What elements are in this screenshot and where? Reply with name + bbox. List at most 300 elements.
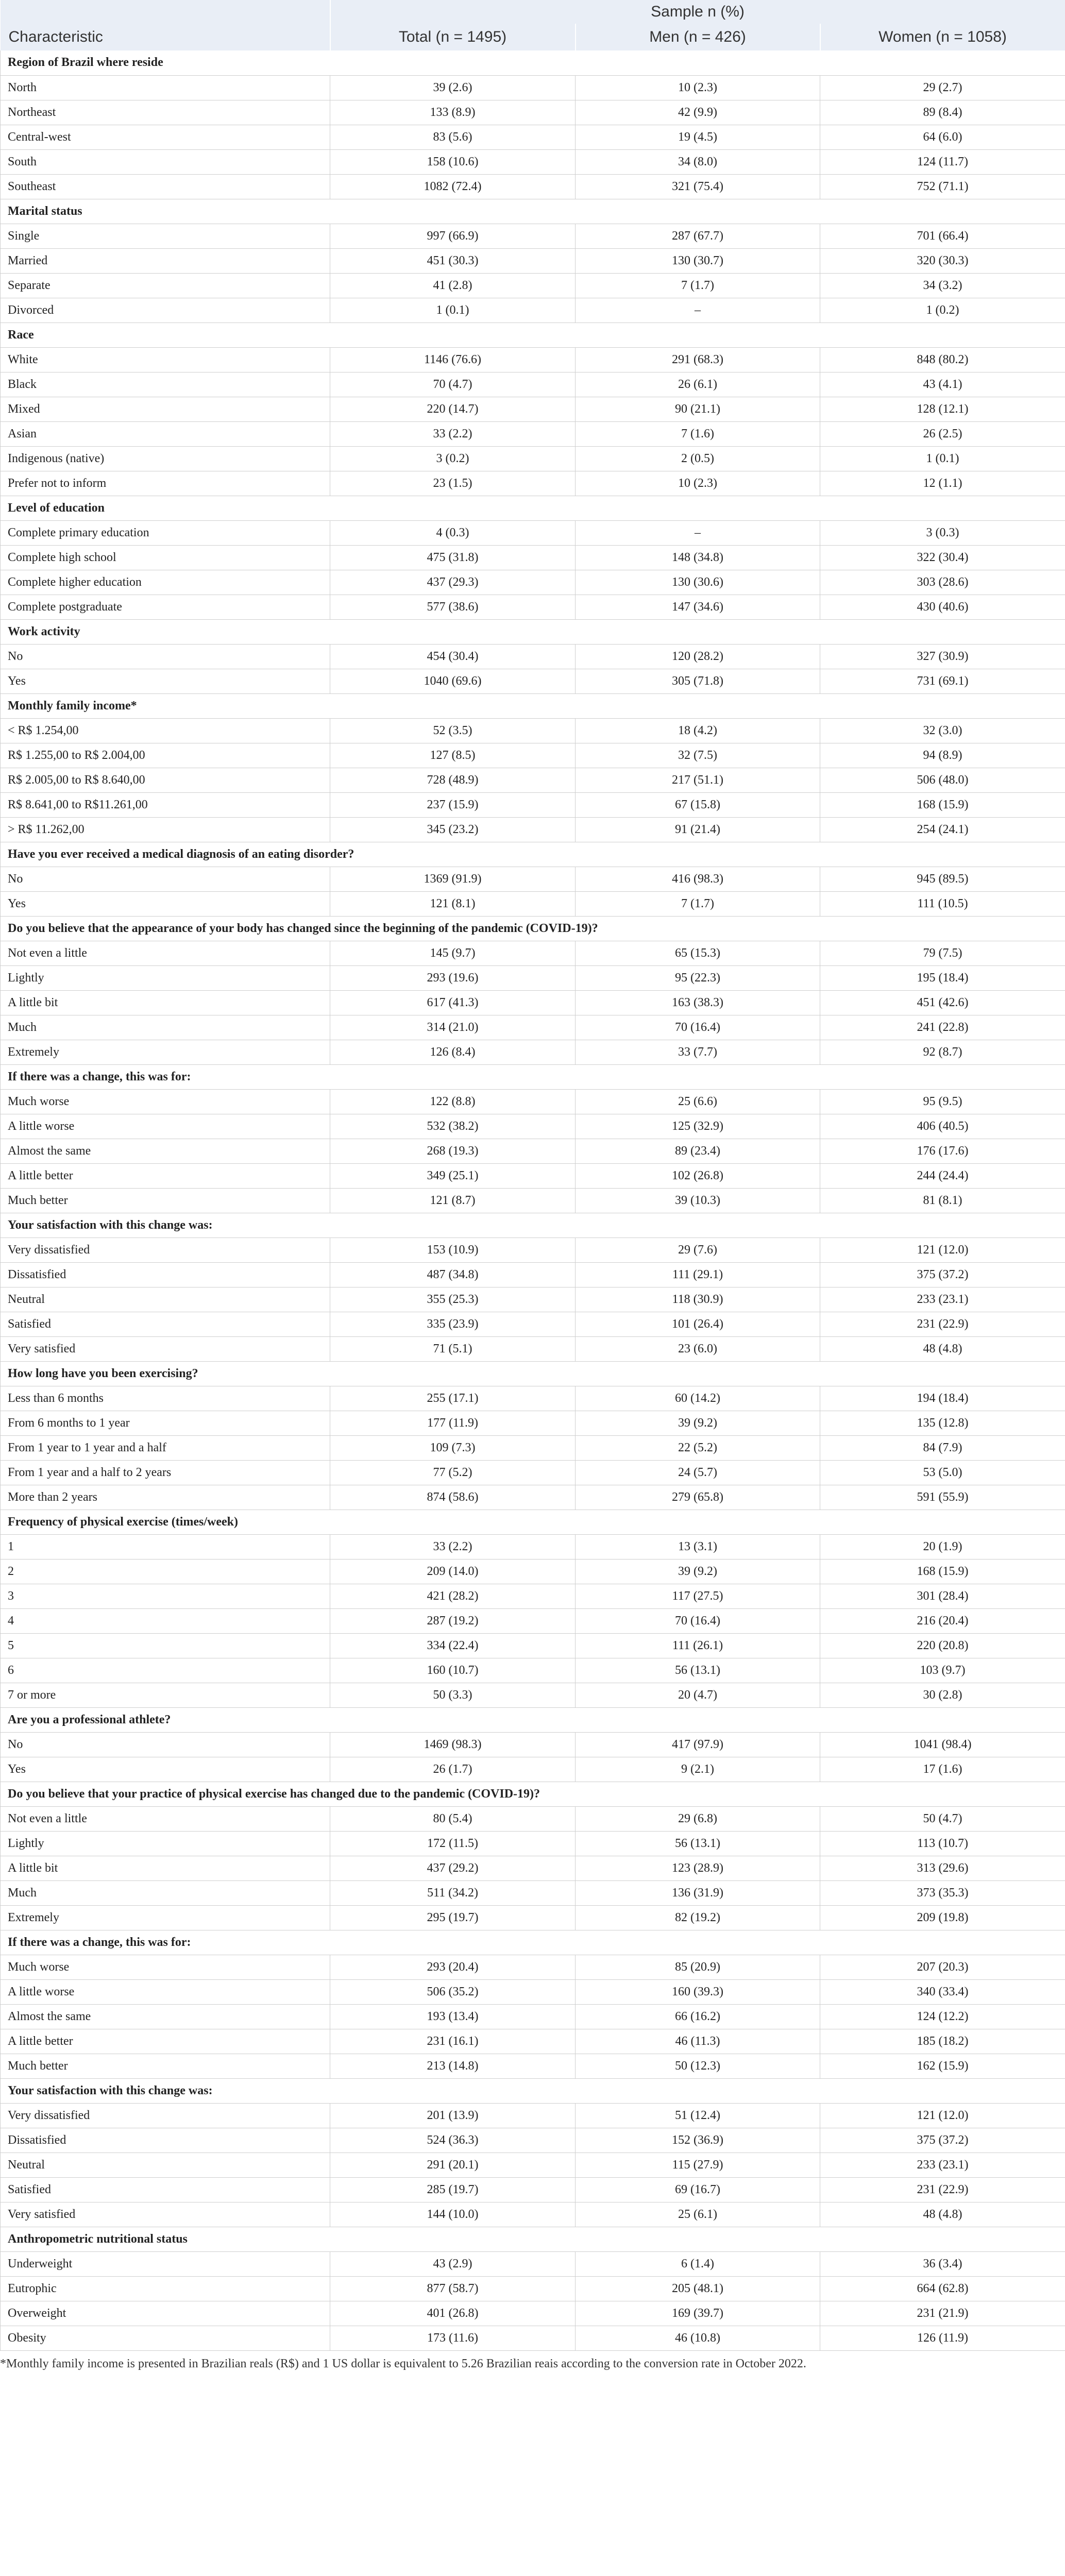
- table-row: [1, 347, 1065, 372]
- cell-women: 254 (24.1): [820, 817, 1065, 842]
- row-label: White: [1, 347, 330, 372]
- table-row: [1, 446, 1065, 471]
- header-characteristic: Characteristic: [1, 24, 330, 50]
- cell-women: 303 (28.6): [820, 570, 1065, 595]
- cell-women: 36 (3.4): [820, 2251, 1065, 2276]
- table-row: [1, 1386, 1065, 1411]
- cell-men: 29 (7.6): [576, 1238, 820, 1262]
- table-row: [1, 1114, 1065, 1139]
- cell-women: 207 (20.3): [820, 1955, 1065, 1979]
- row-label: Married: [1, 248, 330, 273]
- table-row: [1, 2251, 1065, 2276]
- section-header-row: [1, 323, 1065, 347]
- cell-total: 71 (5.1): [330, 1336, 576, 1361]
- header-blank: [1, 0, 330, 24]
- table-row: [1, 1262, 1065, 1287]
- cell-total: 193 (13.4): [330, 2004, 576, 2029]
- header-women: Women (n = 1058): [820, 24, 1065, 50]
- row-label: From 1 year to 1 year and a half: [1, 1435, 330, 1460]
- row-label: Dissatisfied: [1, 2128, 330, 2153]
- cell-women: 168 (15.9): [820, 1559, 1065, 1584]
- cell-women: 103 (9.7): [820, 1658, 1065, 1683]
- section-header-row: [1, 1361, 1065, 1386]
- section-header-row: [1, 496, 1065, 520]
- cell-men: 136 (31.9): [576, 1880, 820, 1905]
- cell-women: 53 (5.0): [820, 1460, 1065, 1485]
- cell-total: 145 (9.7): [330, 941, 576, 965]
- section-header-row: [1, 1930, 1065, 1955]
- cell-men: 125 (32.9): [576, 1114, 820, 1139]
- cell-women: 126 (11.9): [820, 2326, 1065, 2350]
- cell-total: 172 (11.5): [330, 1831, 576, 1856]
- cell-women: 241 (22.8): [820, 1015, 1065, 1040]
- cell-men: 120 (28.2): [576, 644, 820, 669]
- row-label: Satisfied: [1, 2177, 330, 2202]
- cell-total: 401 (26.8): [330, 2301, 576, 2326]
- row-label: 1: [1, 1534, 330, 1559]
- table-row: [1, 2276, 1065, 2301]
- table-row: [1, 2103, 1065, 2128]
- cell-women: 848 (80.2): [820, 347, 1065, 372]
- row-label: Not even a little: [1, 1806, 330, 1831]
- section-header-row: [1, 1782, 1065, 1806]
- row-label: Single: [1, 224, 330, 248]
- cell-women: 244 (24.4): [820, 1163, 1065, 1188]
- cell-men: 130 (30.7): [576, 248, 820, 273]
- cell-women: 20 (1.9): [820, 1534, 1065, 1559]
- table-row: [1, 1880, 1065, 1905]
- cell-total: 293 (20.4): [330, 1955, 576, 1979]
- table-row: [1, 1485, 1065, 1510]
- cell-men: 32 (7.5): [576, 743, 820, 768]
- cell-total: 268 (19.3): [330, 1139, 576, 1163]
- table-row: [1, 1905, 1065, 1930]
- cell-total: 1369 (91.9): [330, 867, 576, 891]
- cell-total: 475 (31.8): [330, 545, 576, 570]
- cell-total: 153 (10.9): [330, 1238, 576, 1262]
- cell-men: 321 (75.4): [576, 174, 820, 199]
- section-title: Anthropometric nutritional status: [1, 2227, 1065, 2251]
- table-row: [1, 1287, 1065, 1312]
- row-label: < R$ 1.254,00: [1, 718, 330, 743]
- cell-men: 39 (9.2): [576, 1411, 820, 1435]
- section-title: If there was a change, this was for:: [1, 1064, 1065, 1089]
- row-label: Very satisfied: [1, 2202, 330, 2227]
- table-row: [1, 1040, 1065, 1064]
- cell-total: 874 (58.6): [330, 1485, 576, 1510]
- cell-men: 65 (15.3): [576, 941, 820, 965]
- cell-women: 94 (8.9): [820, 743, 1065, 768]
- cell-women: 220 (20.8): [820, 1633, 1065, 1658]
- cell-women: 340 (33.4): [820, 1979, 1065, 2004]
- cell-women: 89 (8.4): [820, 100, 1065, 125]
- row-label: Extremely: [1, 1905, 330, 1930]
- row-label: North: [1, 75, 330, 100]
- cell-men: 50 (12.3): [576, 2054, 820, 2078]
- table-row: [1, 545, 1065, 570]
- table-row: [1, 520, 1065, 545]
- row-label: Much better: [1, 1188, 330, 1213]
- section-header-row: [1, 693, 1065, 718]
- cell-men: 417 (97.9): [576, 1732, 820, 1757]
- cell-total: 121 (8.1): [330, 891, 576, 916]
- cell-men: 160 (39.3): [576, 1979, 820, 2004]
- cell-women: 406 (40.5): [820, 1114, 1065, 1139]
- row-label: Much worse: [1, 1955, 330, 1979]
- cell-total: 291 (20.1): [330, 2153, 576, 2177]
- cell-total: 1146 (76.6): [330, 347, 576, 372]
- table-row: [1, 75, 1065, 100]
- cell-total: 213 (14.8): [330, 2054, 576, 2078]
- cell-total: 160 (10.7): [330, 1658, 576, 1683]
- row-label: South: [1, 149, 330, 174]
- row-label: R$ 1.255,00 to R$ 2.004,00: [1, 743, 330, 768]
- row-label: Very dissatisfied: [1, 1238, 330, 1262]
- section-header-row: [1, 50, 1065, 75]
- row-label: Complete postgraduate: [1, 595, 330, 619]
- table-row: [1, 100, 1065, 125]
- cell-women: 322 (30.4): [820, 545, 1065, 570]
- cell-total: 437 (29.2): [330, 1856, 576, 1880]
- cell-women: 92 (8.7): [820, 1040, 1065, 1064]
- table-row: [1, 1856, 1065, 1880]
- cell-women: 375 (37.2): [820, 1262, 1065, 1287]
- cell-total: 334 (22.4): [330, 1633, 576, 1658]
- table-row: [1, 2004, 1065, 2029]
- cell-men: 25 (6.6): [576, 1089, 820, 1114]
- cell-men: 85 (20.9): [576, 1955, 820, 1979]
- header-men: Men (n = 426): [576, 24, 820, 50]
- row-label: Black: [1, 372, 330, 397]
- section-title: Level of education: [1, 496, 1065, 520]
- cell-men: 152 (36.9): [576, 2128, 820, 2153]
- cell-total: 133 (8.9): [330, 100, 576, 125]
- cell-men: 91 (21.4): [576, 817, 820, 842]
- row-label: Yes: [1, 891, 330, 916]
- section-header-row: [1, 199, 1065, 224]
- table-row: [1, 372, 1065, 397]
- row-label: From 1 year and a half to 2 years: [1, 1460, 330, 1485]
- section-title: Race: [1, 323, 1065, 347]
- table-row: [1, 1559, 1065, 1584]
- cell-men: 9 (2.1): [576, 1757, 820, 1782]
- table-row: [1, 149, 1065, 174]
- row-label: Indigenous (native): [1, 446, 330, 471]
- cell-women: 95 (9.5): [820, 1089, 1065, 1114]
- cell-women: 43 (4.1): [820, 372, 1065, 397]
- row-label: Dissatisfied: [1, 1262, 330, 1287]
- row-label: Eutrophic: [1, 2276, 330, 2301]
- row-label: A little better: [1, 1163, 330, 1188]
- cell-total: 122 (8.8): [330, 1089, 576, 1114]
- cell-women: 121 (12.0): [820, 1238, 1065, 1262]
- table-row: [1, 595, 1065, 619]
- cell-men: 66 (16.2): [576, 2004, 820, 2029]
- row-label: Asian: [1, 421, 330, 446]
- cell-total: 127 (8.5): [330, 743, 576, 768]
- table-row: [1, 891, 1065, 916]
- row-label: Divorced: [1, 298, 330, 323]
- cell-total: 877 (58.7): [330, 2276, 576, 2301]
- row-label: No: [1, 867, 330, 891]
- cell-women: 591 (55.9): [820, 1485, 1065, 1510]
- row-label: Obesity: [1, 2326, 330, 2350]
- row-label: No: [1, 644, 330, 669]
- cell-total: 1040 (69.6): [330, 669, 576, 693]
- cell-women: 231 (22.9): [820, 1312, 1065, 1336]
- cell-total: 4 (0.3): [330, 520, 576, 545]
- cell-total: 295 (19.7): [330, 1905, 576, 1930]
- cell-total: 231 (16.1): [330, 2029, 576, 2054]
- table-row: [1, 1757, 1065, 1782]
- cell-women: 194 (18.4): [820, 1386, 1065, 1411]
- row-label: Northeast: [1, 100, 330, 125]
- cell-women: 320 (30.3): [820, 248, 1065, 273]
- cell-men: 169 (39.7): [576, 2301, 820, 2326]
- table-row: [1, 2128, 1065, 2153]
- cell-men: 70 (16.4): [576, 1015, 820, 1040]
- cell-men: 2 (0.5): [576, 446, 820, 471]
- cell-women: 752 (71.1): [820, 174, 1065, 199]
- row-label: Yes: [1, 669, 330, 693]
- table-row: [1, 570, 1065, 595]
- section-header-row: [1, 2227, 1065, 2251]
- cell-total: 1 (0.1): [330, 298, 576, 323]
- section-header-row: [1, 842, 1065, 867]
- cell-total: 345 (23.2): [330, 817, 576, 842]
- section-title: Your satisfaction with this change was:: [1, 2078, 1065, 2103]
- cell-women: 664 (62.8): [820, 2276, 1065, 2301]
- cell-total: 577 (38.6): [330, 595, 576, 619]
- cell-women: 121 (12.0): [820, 2103, 1065, 2128]
- cell-men: 42 (9.9): [576, 100, 820, 125]
- cell-total: 80 (5.4): [330, 1806, 576, 1831]
- section-header-row: [1, 2078, 1065, 2103]
- cell-men: 56 (13.1): [576, 1831, 820, 1856]
- cell-men: 163 (38.3): [576, 990, 820, 1015]
- row-label: Less than 6 months: [1, 1386, 330, 1411]
- cell-women: 168 (15.9): [820, 792, 1065, 817]
- header-sample: Sample n (%): [330, 0, 1065, 24]
- cell-men: 416 (98.3): [576, 867, 820, 891]
- row-label: Separate: [1, 273, 330, 298]
- cell-women: 30 (2.8): [820, 1683, 1065, 1707]
- cell-total: 728 (48.9): [330, 768, 576, 792]
- cell-men: 89 (23.4): [576, 1139, 820, 1163]
- row-label: A little worse: [1, 1979, 330, 2004]
- row-label: Lightly: [1, 965, 330, 990]
- cell-men: 33 (7.7): [576, 1040, 820, 1064]
- cell-women: 124 (12.2): [820, 2004, 1065, 2029]
- cell-women: 1041 (98.4): [820, 1732, 1065, 1757]
- cell-men: 51 (12.4): [576, 2103, 820, 2128]
- row-label: Much better: [1, 2054, 330, 2078]
- cell-women: 301 (28.4): [820, 1584, 1065, 1608]
- cell-men: –: [576, 298, 820, 323]
- cell-total: 285 (19.7): [330, 2177, 576, 2202]
- cell-men: 7 (1.6): [576, 421, 820, 446]
- cell-total: 532 (38.2): [330, 1114, 576, 1139]
- cell-total: 177 (11.9): [330, 1411, 576, 1435]
- cell-total: 437 (29.3): [330, 570, 576, 595]
- row-label: Complete primary education: [1, 520, 330, 545]
- section-header-row: [1, 916, 1065, 941]
- row-label: Complete high school: [1, 545, 330, 570]
- cell-women: 17 (1.6): [820, 1757, 1065, 1782]
- table-row: [1, 2153, 1065, 2177]
- table-row: [1, 1336, 1065, 1361]
- cell-women: 430 (40.6): [820, 595, 1065, 619]
- cell-total: 1469 (98.3): [330, 1732, 576, 1757]
- cell-total: 1082 (72.4): [330, 174, 576, 199]
- row-label: Extremely: [1, 1040, 330, 1064]
- table-row: [1, 1460, 1065, 1485]
- table-row: [1, 718, 1065, 743]
- section-header-row: [1, 1510, 1065, 1534]
- row-label: A little worse: [1, 1114, 330, 1139]
- row-label: No: [1, 1732, 330, 1757]
- table-row: [1, 1979, 1065, 2004]
- cell-total: 209 (14.0): [330, 1559, 576, 1584]
- cell-total: 3 (0.2): [330, 446, 576, 471]
- cell-women: 32 (3.0): [820, 718, 1065, 743]
- table-row: [1, 669, 1065, 693]
- row-label: 4: [1, 1608, 330, 1633]
- cell-total: 23 (1.5): [330, 471, 576, 496]
- cell-total: 43 (2.9): [330, 2251, 576, 2276]
- row-label: A little better: [1, 2029, 330, 2054]
- cell-women: 128 (12.1): [820, 397, 1065, 421]
- table-row: [1, 1683, 1065, 1707]
- cell-total: 33 (2.2): [330, 421, 576, 446]
- row-label: Much: [1, 1880, 330, 1905]
- row-label: A little bit: [1, 1856, 330, 1880]
- cell-men: 7 (1.7): [576, 891, 820, 916]
- cell-men: 13 (3.1): [576, 1534, 820, 1559]
- row-label: Much: [1, 1015, 330, 1040]
- table-row: [1, 248, 1065, 273]
- cell-women: 84 (7.9): [820, 1435, 1065, 1460]
- table-header: [1, 0, 1065, 50]
- cell-men: 115 (27.9): [576, 2153, 820, 2177]
- table-row: [1, 1584, 1065, 1608]
- row-label: Not even a little: [1, 941, 330, 965]
- cell-men: 56 (13.1): [576, 1658, 820, 1683]
- cell-men: 46 (11.3): [576, 2029, 820, 2054]
- cell-women: 34 (3.2): [820, 273, 1065, 298]
- row-label: A little bit: [1, 990, 330, 1015]
- table-row: [1, 1633, 1065, 1658]
- cell-men: 111 (26.1): [576, 1633, 820, 1658]
- cell-women: 451 (42.6): [820, 990, 1065, 1015]
- table-row: [1, 644, 1065, 669]
- row-label: 7 or more: [1, 1683, 330, 1707]
- cell-total: 335 (23.9): [330, 1312, 576, 1336]
- cell-men: 34 (8.0): [576, 149, 820, 174]
- table-row: [1, 1732, 1065, 1757]
- table-row: [1, 768, 1065, 792]
- cell-women: 135 (12.8): [820, 1411, 1065, 1435]
- cell-total: 349 (25.1): [330, 1163, 576, 1188]
- row-label: 3: [1, 1584, 330, 1608]
- cell-women: 113 (10.7): [820, 1831, 1065, 1856]
- table-row: [1, 1608, 1065, 1633]
- table-row: [1, 941, 1065, 965]
- cell-women: 79 (7.5): [820, 941, 1065, 965]
- cell-men: 287 (67.7): [576, 224, 820, 248]
- cell-men: 69 (16.7): [576, 2177, 820, 2202]
- cell-women: 231 (22.9): [820, 2177, 1065, 2202]
- cell-men: 279 (65.8): [576, 1485, 820, 1510]
- table-row: [1, 1534, 1065, 1559]
- table-row: [1, 2029, 1065, 2054]
- cell-women: 313 (29.6): [820, 1856, 1065, 1880]
- cell-men: 67 (15.8): [576, 792, 820, 817]
- row-label: Neutral: [1, 1287, 330, 1312]
- row-label: Yes: [1, 1757, 330, 1782]
- cell-men: 29 (6.8): [576, 1806, 820, 1831]
- cell-men: 147 (34.6): [576, 595, 820, 619]
- table-row: [1, 1411, 1065, 1435]
- table-row: [1, 743, 1065, 768]
- cell-men: 82 (19.2): [576, 1905, 820, 1930]
- cell-women: 701 (66.4): [820, 224, 1065, 248]
- cell-men: 7 (1.7): [576, 273, 820, 298]
- cell-men: 205 (48.1): [576, 2276, 820, 2301]
- cell-men: 25 (6.1): [576, 2202, 820, 2227]
- section-title: Your satisfaction with this change was:: [1, 1213, 1065, 1238]
- section-title: Have you ever received a medical diagnosis of an eating disorder?: [1, 842, 1065, 867]
- section-header-row: [1, 1707, 1065, 1732]
- cell-women: 231 (21.9): [820, 2301, 1065, 2326]
- cell-total: 487 (34.8): [330, 1262, 576, 1287]
- cell-men: 39 (10.3): [576, 1188, 820, 1213]
- row-label: R$ 8.641,00 to R$11.261,00: [1, 792, 330, 817]
- table-row: [1, 1238, 1065, 1262]
- cell-men: 70 (16.4): [576, 1608, 820, 1633]
- cell-men: 46 (10.8): [576, 2326, 820, 2350]
- table-row: [1, 1163, 1065, 1188]
- cell-women: 162 (15.9): [820, 2054, 1065, 2078]
- cell-women: 731 (69.1): [820, 669, 1065, 693]
- cell-women: 506 (48.0): [820, 768, 1065, 792]
- row-label: Overweight: [1, 2301, 330, 2326]
- table-row: [1, 1015, 1065, 1040]
- table-row: [1, 1435, 1065, 1460]
- cell-women: 233 (23.1): [820, 1287, 1065, 1312]
- section-header-row: [1, 1213, 1065, 1238]
- cell-women: 327 (30.9): [820, 644, 1065, 669]
- table-row: [1, 273, 1065, 298]
- table-row: [1, 990, 1065, 1015]
- table-row: [1, 2301, 1065, 2326]
- cell-total: 451 (30.3): [330, 248, 576, 273]
- table-row: [1, 1955, 1065, 1979]
- cell-women: 216 (20.4): [820, 1608, 1065, 1633]
- row-label: Complete higher education: [1, 570, 330, 595]
- cell-total: 617 (41.3): [330, 990, 576, 1015]
- cell-men: 90 (21.1): [576, 397, 820, 421]
- table-row: [1, 174, 1065, 199]
- table-footnote: *Monthly family income is presented in Brazilian reals (R$) and 1 US dollar is equivalent to 5.26 Brazilian reais according to the conversion rate in October 2022.: [0, 2357, 806, 2370]
- row-label: Neutral: [1, 2153, 330, 2177]
- row-label: From 6 months to 1 year: [1, 1411, 330, 1435]
- cell-men: 10 (2.3): [576, 75, 820, 100]
- cell-men: 60 (14.2): [576, 1386, 820, 1411]
- row-label: Prefer not to inform: [1, 471, 330, 496]
- section-title: Marital status: [1, 199, 1065, 224]
- cell-women: 124 (11.7): [820, 149, 1065, 174]
